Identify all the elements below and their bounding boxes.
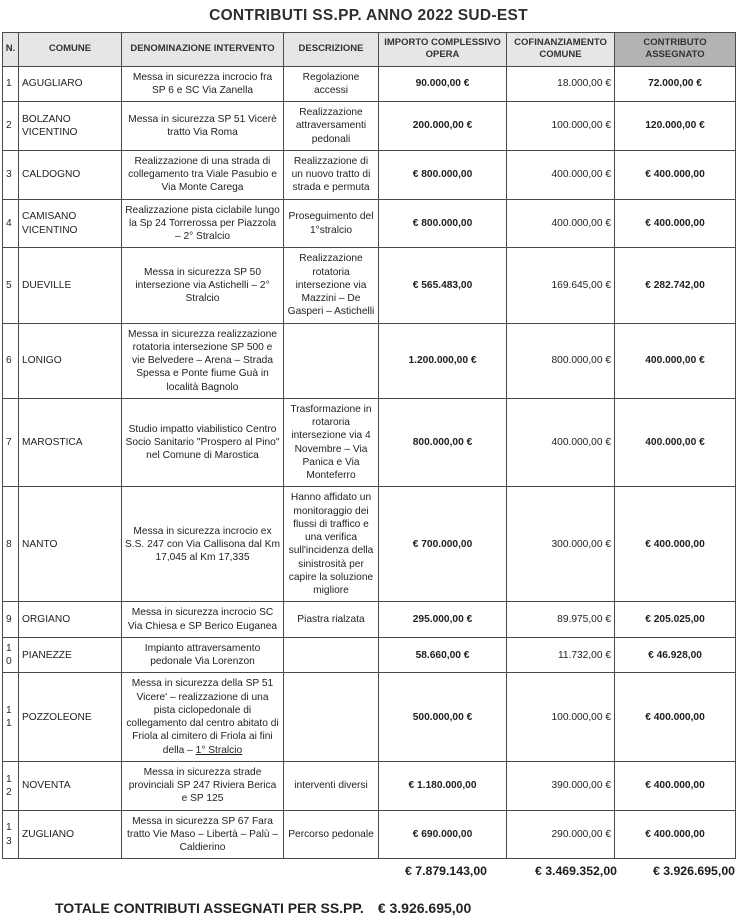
cell-number: 10 (3, 637, 19, 673)
cell-descrizione: interventi diversi (284, 761, 379, 810)
cell-comune: DUEVILLE (19, 248, 122, 323)
cell-descrizione: Hanno affidato un monitoraggio dei flussi di traffico e una verifica sull'incidenza della sinistrosità per capire la soluzione migliore (284, 487, 379, 602)
cell-contributo: € 282.742,00 (615, 248, 736, 323)
total-contributo: € 3.926.695,00 (652, 864, 735, 879)
footer-total (55, 900, 735, 916)
cell-descrizione (284, 323, 379, 398)
cell-descrizione: Realizzazione rotatoria intersezione via Mazzini – De Gasperi – Astichelli (284, 248, 379, 323)
cell-comune: NOVENTA (19, 761, 122, 810)
cell-contributo: € 400.000,00 (615, 199, 736, 248)
cell-denominazione: Messa in sicurezza della SP 51 Vicere' – realizzazione di una pista ciclopedonale di collegamento dal centro abitato di Friola al cimitero di Friola ai fini della – 1° Stralcio (122, 673, 284, 762)
cell-cofinanziamento: 390.000,00 € (507, 761, 615, 810)
table-row (3, 66, 736, 102)
cell-descrizione: Piastra rialzata (284, 602, 379, 638)
cell-importo: 1.200.000,00 € (379, 323, 507, 398)
cell-importo: € 565.483,00 (379, 248, 507, 323)
cell-descrizione (284, 637, 379, 673)
cell-number: 9 (3, 602, 19, 638)
cell-importo: € 800.000,00 (379, 199, 507, 248)
table-row (3, 673, 736, 762)
cell-denominazione: Realizzazione di una strada di collegamento tra Viale Pasubio e Via Monte Carega (122, 150, 284, 199)
cell-contributo: € 400.000,00 (615, 761, 736, 810)
cell-number: 13 (3, 810, 19, 859)
cell-contributo: € 205.025,00 (615, 602, 736, 638)
table-row (3, 637, 736, 673)
cell-descrizione: Realizzazione di un nuovo tratto di strada e permuta (284, 150, 379, 199)
table-row (3, 150, 736, 199)
cell-contributo: € 400.000,00 (615, 150, 736, 199)
cell-cofinanziamento: 400.000,00 € (507, 199, 615, 248)
cell-number: 5 (3, 248, 19, 323)
table-row (3, 487, 736, 602)
cell-comune: PIANEZZE (19, 637, 122, 673)
cell-number: 2 (3, 102, 19, 151)
cell-cofinanziamento: 400.000,00 € (507, 150, 615, 199)
cell-cofinanziamento: 100.000,00 € (507, 673, 615, 762)
table-row (3, 199, 736, 248)
cell-cofinanziamento: 300.000,00 € (507, 487, 615, 602)
cell-number: 1 (3, 66, 19, 102)
cell-cofinanziamento: 100.000,00 € (507, 102, 615, 151)
cell-descrizione (284, 673, 379, 762)
header-cell-n: N. (3, 33, 19, 67)
cell-contributo: € 400.000,00 (615, 487, 736, 602)
table-row (3, 248, 736, 323)
cell-cofinanziamento: 169.645,00 € (507, 248, 615, 323)
cell-comune: POZZOLEONE (19, 673, 122, 762)
cell-contributo: 400.000,00 € (615, 323, 736, 398)
cell-number: 4 (3, 199, 19, 248)
cell-descrizione: Realizzazione attraversamenti pedonali (284, 102, 379, 151)
contributions-table (2, 32, 736, 859)
cell-cofinanziamento: 290.000,00 € (507, 810, 615, 859)
cell-denominazione: Messa in sicurezza SP 67 Fara tratto Vie Maso – Libertà – Palù – Caldierino (122, 810, 284, 859)
cell-denominazione: Messa in sicurezza incrocio SC Via Chiesa e SP Berico Euganea (122, 602, 284, 638)
cell-denominazione: Messa in sicurezza incrocio ex S.S. 247 con Via Callisona dal Km 17,045 al Km 17,335 (122, 487, 284, 602)
header-cell-comune: COMUNE (19, 33, 122, 67)
cell-cofinanziamento: 18.000,00 € (507, 66, 615, 102)
cell-contributo: 400.000,00 € (615, 398, 736, 487)
cell-importo: € 700.000,00 (379, 487, 507, 602)
table-row (3, 398, 736, 487)
cell-denominazione: Messa in sicurezza incrocio fra SP 6 e SC Via Zanella (122, 66, 284, 102)
header-cell-contributo: CONTRIBUTO ASSEGNATO (615, 33, 736, 67)
cell-number: 6 (3, 323, 19, 398)
footer-total-label: TOTALE CONTRIBUTI ASSEGNATI PER SS.PP. (55, 900, 364, 916)
cell-cofinanziamento: 800.000,00 € (507, 323, 615, 398)
cell-number: 11 (3, 673, 19, 762)
table-row (3, 810, 736, 859)
totals-spacer (2, 864, 382, 878)
cell-descrizione: Regolazione accessi (284, 66, 379, 102)
cell-comune: CALDOGNO (19, 150, 122, 199)
table-row (3, 602, 736, 638)
cell-descrizione: Percorso pedonale (284, 810, 379, 859)
cell-cofinanziamento: 400.000,00 € (507, 398, 615, 487)
table-header (3, 33, 736, 67)
cell-comune: AGUGLIARO (19, 66, 122, 102)
cell-importo: € 1.180.000,00 (379, 761, 507, 810)
cell-descrizione: Proseguimento del 1°stralcio (284, 199, 379, 248)
cell-number: 12 (3, 761, 19, 810)
cell-importo: 58.660,00 € (379, 637, 507, 673)
table-body (3, 66, 736, 859)
cell-number: 7 (3, 398, 19, 487)
cell-importo: 295.000,00 € (379, 602, 507, 638)
header-cell-descrizione: DESCRIZIONE (284, 33, 379, 67)
cell-cofinanziamento: 11.732,00 € (507, 637, 615, 673)
cell-contributo: € 400.000,00 (615, 810, 736, 859)
cell-denominazione: Messa in sicurezza strade provinciali SP 247 Riviera Berica e SP 125 (122, 761, 284, 810)
cell-contributo: 72.000,00 € (615, 66, 736, 102)
cell-contributo: € 46.928,00 (615, 637, 736, 673)
total-importo: € 7.879.143,00 (404, 864, 488, 879)
cell-number: 3 (3, 150, 19, 199)
cell-descrizione: Trasformazione in rotaroria intersezione via 4 Novembre – Via Panica e Via Monteferro (284, 398, 379, 487)
cell-denominazione: Studio impatto viabilistico Centro Socio Sanitario "Prospero al Pino" nel Comune di Marostica (122, 398, 284, 487)
totals-row (2, 864, 735, 878)
header-cell-importo: IMPORTO COMPLESSIVO OPERA (379, 33, 507, 67)
cell-contributo: 120.000,00 € (615, 102, 736, 151)
cell-comune: BOLZANO VICENTINO (19, 102, 122, 151)
cell-denominazione: Realizzazione pista ciclabile lungo la Sp 24 Torrerossa per Piazzola – 2° Stralcio (122, 199, 284, 248)
cell-cofinanziamento: 89.975,00 € (507, 602, 615, 638)
cell-importo: 200.000,00 € (379, 102, 507, 151)
header-cell-denominazione: DENOMINAZIONE INTERVENTO (122, 33, 284, 67)
cell-contributo: € 400.000,00 (615, 673, 736, 762)
cell-importo: 500.000,00 € (379, 673, 507, 762)
table-row (3, 102, 736, 151)
cell-comune: ORGIANO (19, 602, 122, 638)
cell-importo: € 690.000,00 (379, 810, 507, 859)
cell-number: 8 (3, 487, 19, 602)
cell-comune: LONIGO (19, 323, 122, 398)
table-row (3, 761, 736, 810)
cell-importo: 90.000,00 € (379, 66, 507, 102)
total-cofinanziamento: € 3.469.352,00 (534, 864, 617, 879)
cell-comune: MAROSTICA (19, 398, 122, 487)
page-title: CONTRIBUTI SS.PP. ANNO 2022 SUD-EST (209, 7, 528, 24)
cell-denominazione: Impianto attraversamento pedonale Via Lorenzon (122, 637, 284, 673)
cell-importo: € 800.000,00 (379, 150, 507, 199)
cell-denominazione: Messa in sicurezza realizzazione rotatoria intersezione SP 500 e vie Belvedere – Arena – Strada Spessa e Ponte fiume Guà in località Bagnolo (122, 323, 284, 398)
footer-total-value: € 3.926.695,00 (377, 900, 472, 916)
cell-importo: 800.000,00 € (379, 398, 507, 487)
cell-comune: NANTO (19, 487, 122, 602)
cell-denominazione: Messa in sicurezza SP 51 Vicerè tratto Via Roma (122, 102, 284, 151)
header-cell-cofinanziamento: COFINANZIAMENTO COMUNE (507, 33, 615, 67)
table-row (3, 323, 736, 398)
cell-comune: ZUGLIANO (19, 810, 122, 859)
cell-denominazione: Messa in sicurezza SP 50 intersezione via Astichelli – 2° Stralcio (122, 248, 284, 323)
cell-comune: CAMISANO VICENTINO (19, 199, 122, 248)
